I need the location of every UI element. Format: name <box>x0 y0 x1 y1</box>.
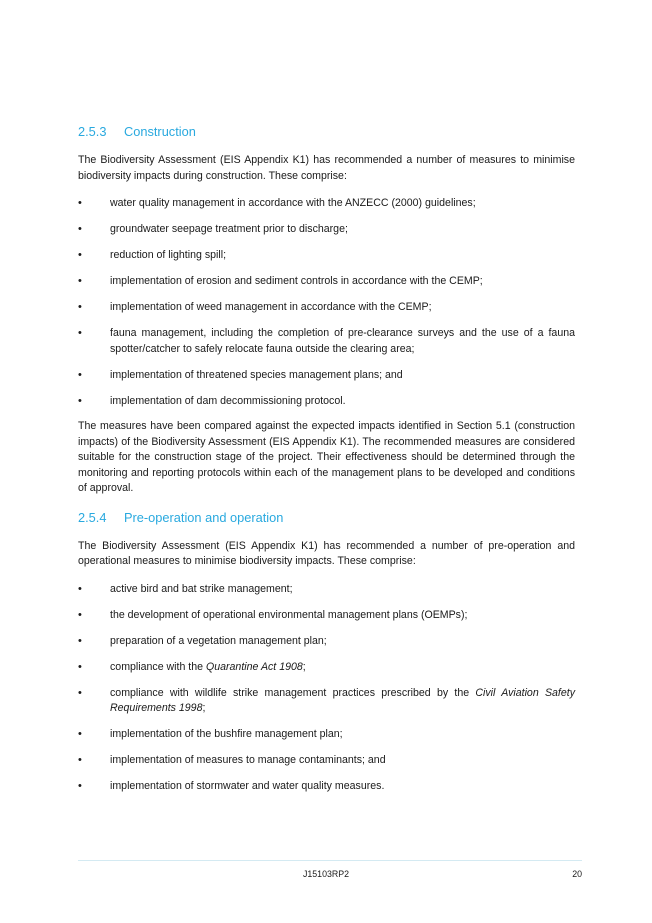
list-item: • the development of operational environmental management plans (OEMPs); <box>78 608 575 624</box>
list-item: • preparation of a vegetation management plan; <box>78 634 575 650</box>
construction-measures-list <box>78 196 575 409</box>
operation-measures-list <box>78 582 575 795</box>
list-item: • implementation of stormwater and water quality measures. <box>78 779 575 795</box>
list-item: • implementation of threatened species management plans; and <box>78 368 575 384</box>
legislation-title: Quarantine Act 1908 <box>205 660 303 673</box>
construction-conclusion: The measures have been compared against the expected impacts identified in Section 5.1 (construction impacts) of the Biodiversity Assessment (EIS Appendix K1). The recommended measures are considered suitable for the construction stage of the project. Their effectiveness should be determined through the monitoring and reporting protocols within each of the management plans to be developed and conditions of approval. <box>78 420 575 494</box>
list-item: • implementation of the bushfire management plan; <box>78 727 575 743</box>
list-item: • groundwater seepage treatment prior to discharge; <box>78 222 575 238</box>
list-item <box>78 660 575 676</box>
list-item <box>78 686 575 717</box>
list-item: • active bird and bat strike management; <box>78 582 575 598</box>
construction-intro: The Biodiversity Assessment (EIS Appendix K1) has recommended a number of measures to minimise biodiversity impacts during construction. These comprise: <box>78 154 575 182</box>
list-item: • implementation of weed management in accordance with the CEMP; <box>78 300 575 316</box>
section-number: 2.5.3 <box>78 124 107 139</box>
item-text: ; <box>302 660 306 673</box>
legislation-title: Civil Aviation Safety Requirements 1998 <box>110 686 575 714</box>
section-heading-construction <box>78 124 575 140</box>
page-content <box>78 124 575 795</box>
footer-page-number: 20 <box>572 869 582 879</box>
item-text: compliance with the <box>110 660 206 673</box>
footer-divider <box>78 860 582 861</box>
list-item: • reduction of lighting spill; <box>78 248 575 264</box>
list-item: • implementation of erosion and sediment controls in accordance with the CEMP; <box>78 274 575 290</box>
item-text: ; <box>202 702 206 714</box>
section-title: Construction <box>124 124 196 139</box>
section-heading-operation <box>78 510 575 526</box>
footer-doc-code: J15103RP2 <box>303 869 349 879</box>
item-text: compliance with wildlife strike management practices prescribed by the <box>110 686 476 699</box>
list-item: • implementation of measures to manage contaminants; and <box>78 753 575 769</box>
operation-intro: The Biodiversity Assessment (EIS Appendix K1) has recommended a number of pre-operation and operational measures to minimise biodiversity impacts. These comprise: <box>78 539 575 567</box>
list-item: • fauna management, including the completion of pre-clearance surveys and the use of a fauna spotter/catcher to safely relocate fauna outside the clearing area; <box>78 326 575 357</box>
list-item: • water quality management in accordance with the ANZECC (2000) guidelines; <box>78 196 575 212</box>
list-item: • implementation of dam decommissioning protocol. <box>78 394 575 410</box>
section-title: Pre-operation and operation <box>124 509 284 525</box>
section-number: 2.5.4 <box>78 509 107 525</box>
